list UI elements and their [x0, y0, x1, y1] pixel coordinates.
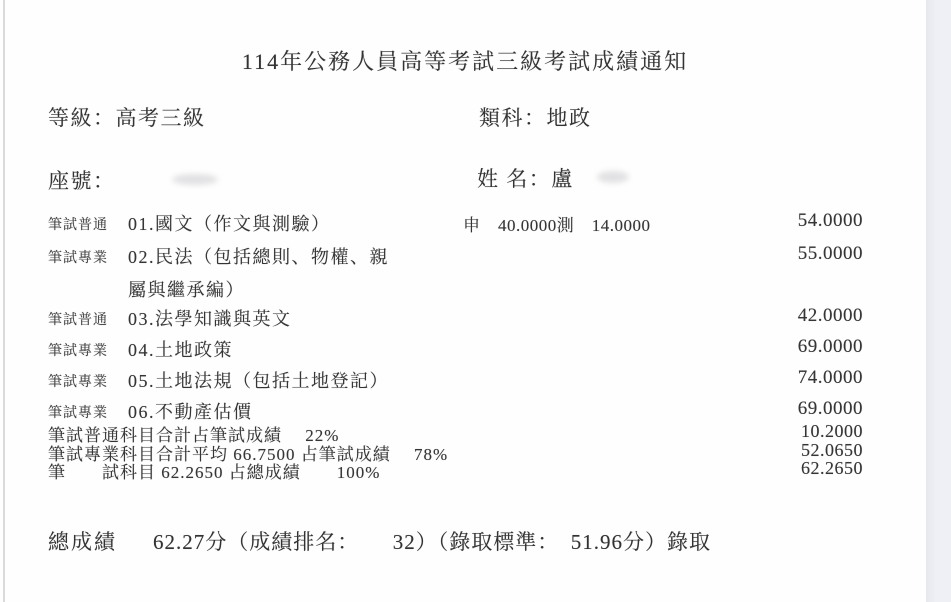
summary-score: 62.2650 [801, 458, 863, 478]
exam-level-value: 高考三級 [115, 106, 206, 130]
subject-row [0, 336, 951, 358]
summary-score: 10.2000 [801, 421, 863, 441]
exam-level-label: 等級： [48, 106, 116, 130]
summary-text: 筆試專業科目合計平均 66.7500 占筆試成績 78% [48, 445, 449, 464]
exam-category-field [479, 102, 592, 132]
page-right-margin-shade [926, 0, 951, 602]
summary-score: 52.0650 [801, 440, 863, 460]
subject-name: 06.不動產估價 [128, 402, 253, 422]
subject-type-label: 筆試專業 [48, 344, 108, 359]
candidate-name-label: 姓 名： [477, 167, 552, 191]
subject-name: 03.法學知識與英文 [128, 309, 292, 329]
subject-row [0, 210, 951, 235]
summary-row [0, 440, 951, 464]
exam-category-label: 類科： [479, 106, 547, 130]
subject-name: 05.土地法規（包括土地登記） [128, 371, 389, 391]
subject-name-line2: 屬與繼承編） [128, 280, 245, 300]
subject-score: 42.0000 [797, 305, 863, 326]
subject-type-label: 筆試專業 [48, 406, 108, 421]
summary-text: 筆 試科目 62.2650 占總成績 100% [48, 463, 381, 482]
subject-name: 04.土地政策 [128, 340, 233, 360]
subject-row [0, 305, 951, 327]
subject-row [0, 398, 951, 420]
summary-row [0, 421, 951, 445]
page-left-edge-line [3, 0, 5, 602]
subject-name: 01.國文（作文與測驗） [128, 214, 331, 234]
summary-text: 筆試普通科目合計占筆試成績 22% [48, 426, 340, 445]
subject-name: 02.民法（包括總則、物權、親 [128, 247, 389, 267]
seat-number-redaction-blur [172, 174, 218, 185]
seat-number-label: 座號： [48, 169, 116, 193]
subject-subscores: 申 40.0000測 14.0000 [463, 216, 651, 235]
document-title: 114年公務人員高等考試三級考試成績通知 [241, 49, 689, 74]
subject-score: 69.0000 [797, 336, 863, 357]
subject-type-label: 筆試專業 [48, 375, 108, 390]
total-score-value: 62.27分（成績排名： 32）（錄取標準： 51.96分）錄取 [153, 530, 711, 554]
subject-row [0, 243, 951, 300]
subject-type-label: 筆試普通 [48, 218, 108, 233]
summary-row [0, 458, 951, 482]
seat-number-field [48, 165, 116, 195]
subject-type-label: 筆試專業 [48, 251, 108, 266]
subject-score: 69.0000 [797, 398, 863, 419]
total-score-row [0, 526, 951, 552]
candidate-name-field [477, 163, 574, 193]
subject-score: 74.0000 [797, 367, 863, 388]
candidate-name-redaction-blur [597, 171, 629, 183]
candidate-name-value: 盧 [551, 167, 574, 191]
subject-row [0, 367, 951, 389]
subject-score: 54.0000 [797, 210, 863, 231]
total-score-label: 總成績 [48, 530, 117, 554]
exam-level-field [48, 102, 206, 132]
exam-category-value: 地政 [546, 106, 592, 130]
subject-score: 55.0000 [797, 243, 863, 264]
subject-type-label: 筆試普通 [48, 313, 108, 328]
